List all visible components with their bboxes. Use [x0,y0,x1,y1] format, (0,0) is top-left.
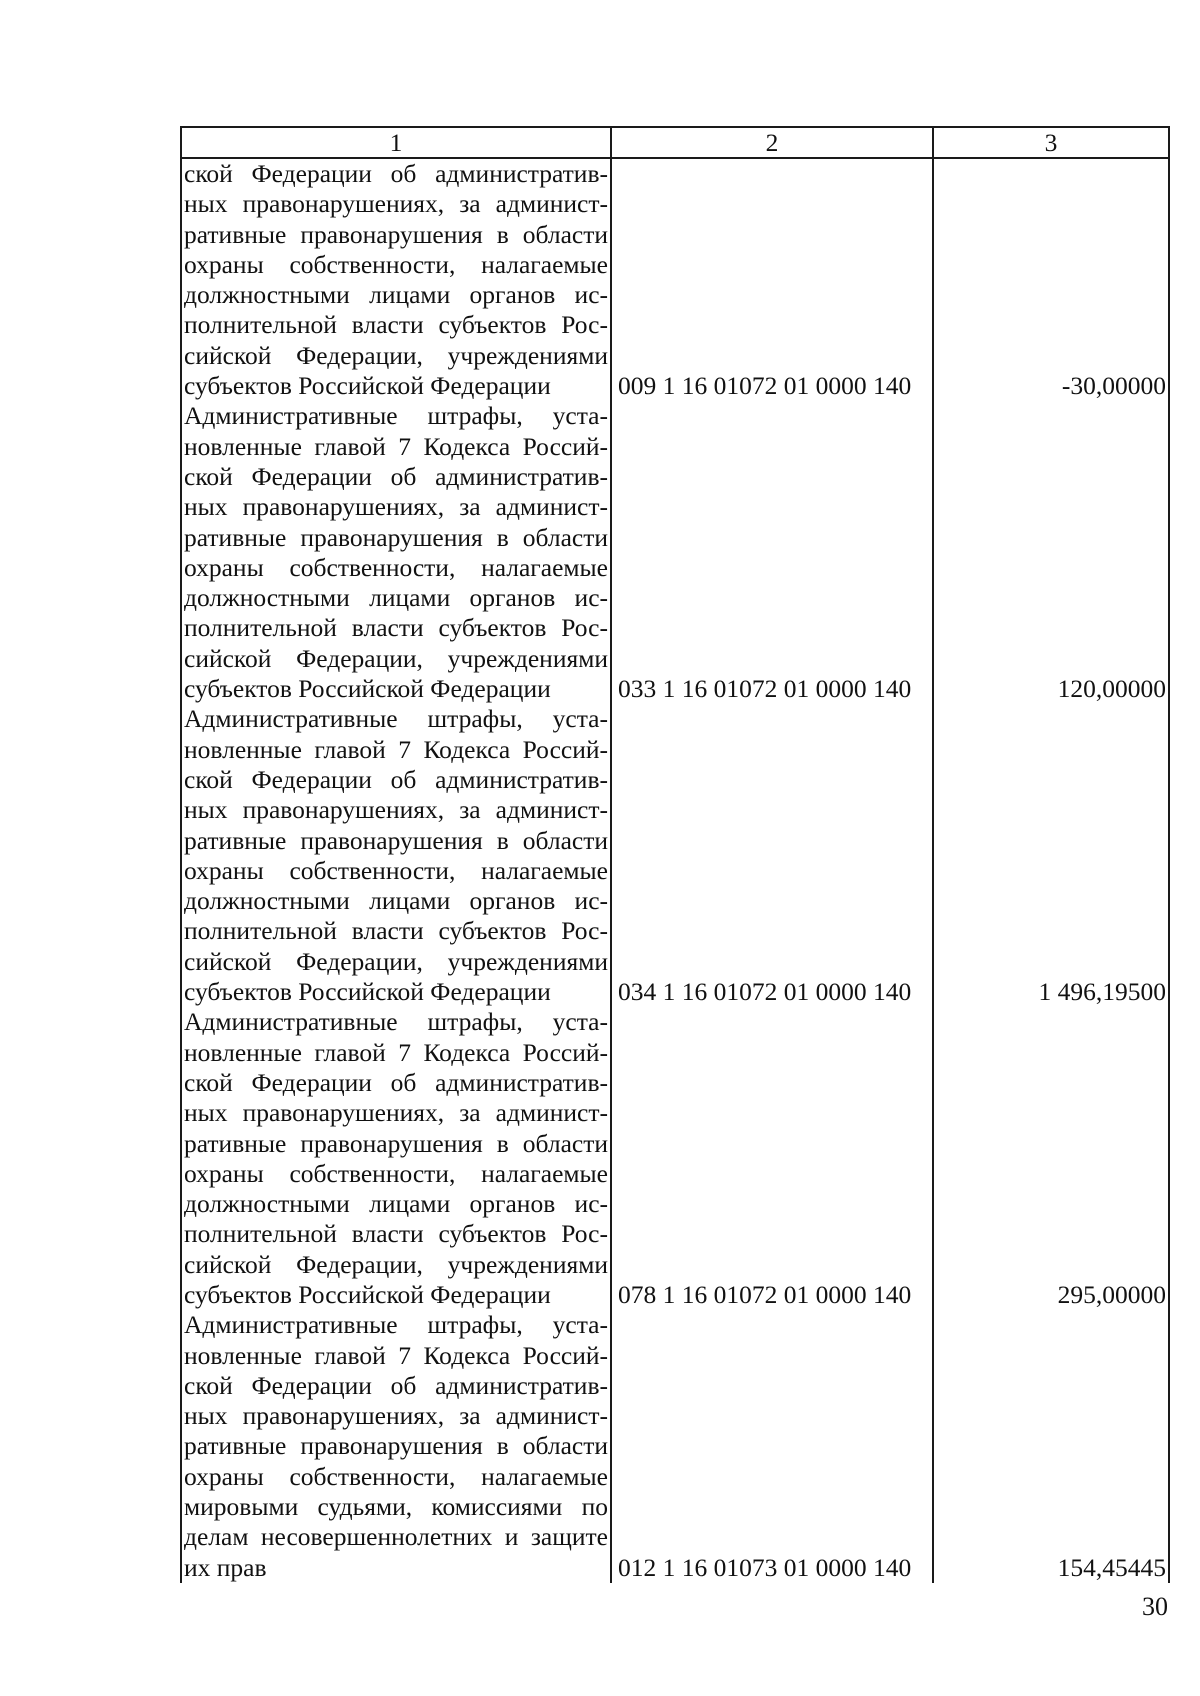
description-line: сийской Федерации, учреждениями [184,643,608,673]
description-line: должностными лицами органов ис- [184,583,608,613]
description-line: охраны собственности, налагаемые [184,1461,608,1491]
description-line: субъектов Российской Федерации [184,1279,551,1309]
table-row [181,1310,1169,1583]
description-line: Административные штрафы, уста- [184,401,608,431]
description-line: ных правонарушениях, за админист- [184,795,608,825]
description-line: должностными лицами органов ис- [184,280,608,310]
description-line: ративные правонарушения в области [184,1431,608,1461]
description-line: Административные штрафы, уста- [184,1007,608,1037]
description-line: должностными лицами органов ис- [184,1189,608,1219]
description-line: ративные правонарушения в области [184,219,608,249]
description-line: новленные главой 7 Кодекса Россий- [184,1340,608,1370]
amount-cell: 120,00000 [933,401,1169,704]
description-cell [181,401,611,704]
description-line: полнительной власти субъектов Рос- [184,916,608,946]
description-line: полнительной власти субъектов Рос- [184,613,608,643]
description-line: ской Федерации об административ- [184,1370,608,1400]
amount-cell: 1 496,19500 [933,704,1169,1007]
description-line: мировыми судьями, комиссиями по [184,1492,608,1522]
description-line: сийской Федерации, учреждениями [184,340,608,370]
code-cell: 009 1 16 01072 01 0000 140 [611,158,933,401]
description-cell [181,704,611,1007]
description-line: ративные правонарушения в области [184,825,608,855]
description-line: Административные штрафы, уста- [184,704,608,734]
budget-table [180,126,1170,1583]
description-cell [181,158,611,401]
table-row [181,704,1169,1007]
description-line: Административные штрафы, уста- [184,1310,608,1340]
description-line: делам несовершеннолетних и защите [184,1522,608,1552]
description-line: новленные главой 7 Кодекса Россий- [184,1037,608,1067]
description-line: полнительной власти субъектов Рос- [184,310,608,340]
description-line: ративные правонарушения в области [184,522,608,552]
description-line: сийской Федерации, учреждениями [184,1249,608,1279]
description-line: ных правонарушениях, за админист- [184,1098,608,1128]
description-line: ных правонарушениях, за админист- [184,1401,608,1431]
description-line: субъектов Российской Федерации [184,371,551,401]
description-cell [181,1007,611,1310]
amount-cell: 295,00000 [933,1007,1169,1310]
code-cell: 078 1 16 01072 01 0000 140 [611,1007,933,1310]
description-line: охраны собственности, налагаемые [184,1158,608,1188]
table-row [181,1007,1169,1310]
description-line: ской Федерации об административ- [184,1067,608,1097]
description-line: их прав [184,1552,267,1582]
header-row [181,127,1169,158]
description-line: ных правонарушениях, за админист- [184,189,608,219]
table-row [181,401,1169,704]
page-number: 30 [1142,1592,1168,1621]
description-line: субъектов Российской Федерации [184,977,551,1007]
table-body [181,158,1169,1583]
description-line: охраны собственности, налагаемые [184,552,608,582]
code-cell: 034 1 16 01072 01 0000 140 [611,704,933,1007]
column-header-2: 2 [611,127,933,158]
description-line: ской Федерации об административ- [184,461,608,491]
table-row [181,158,1169,401]
description-line: охраны собственности, налагаемые [184,855,608,885]
amount-cell: -30,00000 [933,158,1169,401]
code-cell: 033 1 16 01072 01 0000 140 [611,401,933,704]
description-line: ской Федерации об административ- [184,764,608,794]
description-line: полнительной власти субъектов Рос- [184,1219,608,1249]
description-line: ративные правонарушения в области [184,1128,608,1158]
column-header-1: 1 [181,127,611,158]
description-line: субъектов Российской Федерации [184,674,551,704]
amount-cell: 154,45445 [933,1310,1169,1583]
description-line: должностными лицами органов ис- [184,886,608,916]
description-cell [181,1310,611,1583]
description-line: новленные главой 7 Кодекса Россий- [184,431,608,461]
column-header-3: 3 [933,127,1169,158]
description-line: ской Федерации об административ- [184,159,608,188]
code-cell: 012 1 16 01073 01 0000 140 [611,1310,933,1583]
description-line: сийской Федерации, учреждениями [184,946,608,976]
description-line: ных правонарушениях, за админист- [184,492,608,522]
description-line: новленные главой 7 Кодекса Россий- [184,734,608,764]
description-line: охраны собственности, налагаемые [184,249,608,279]
